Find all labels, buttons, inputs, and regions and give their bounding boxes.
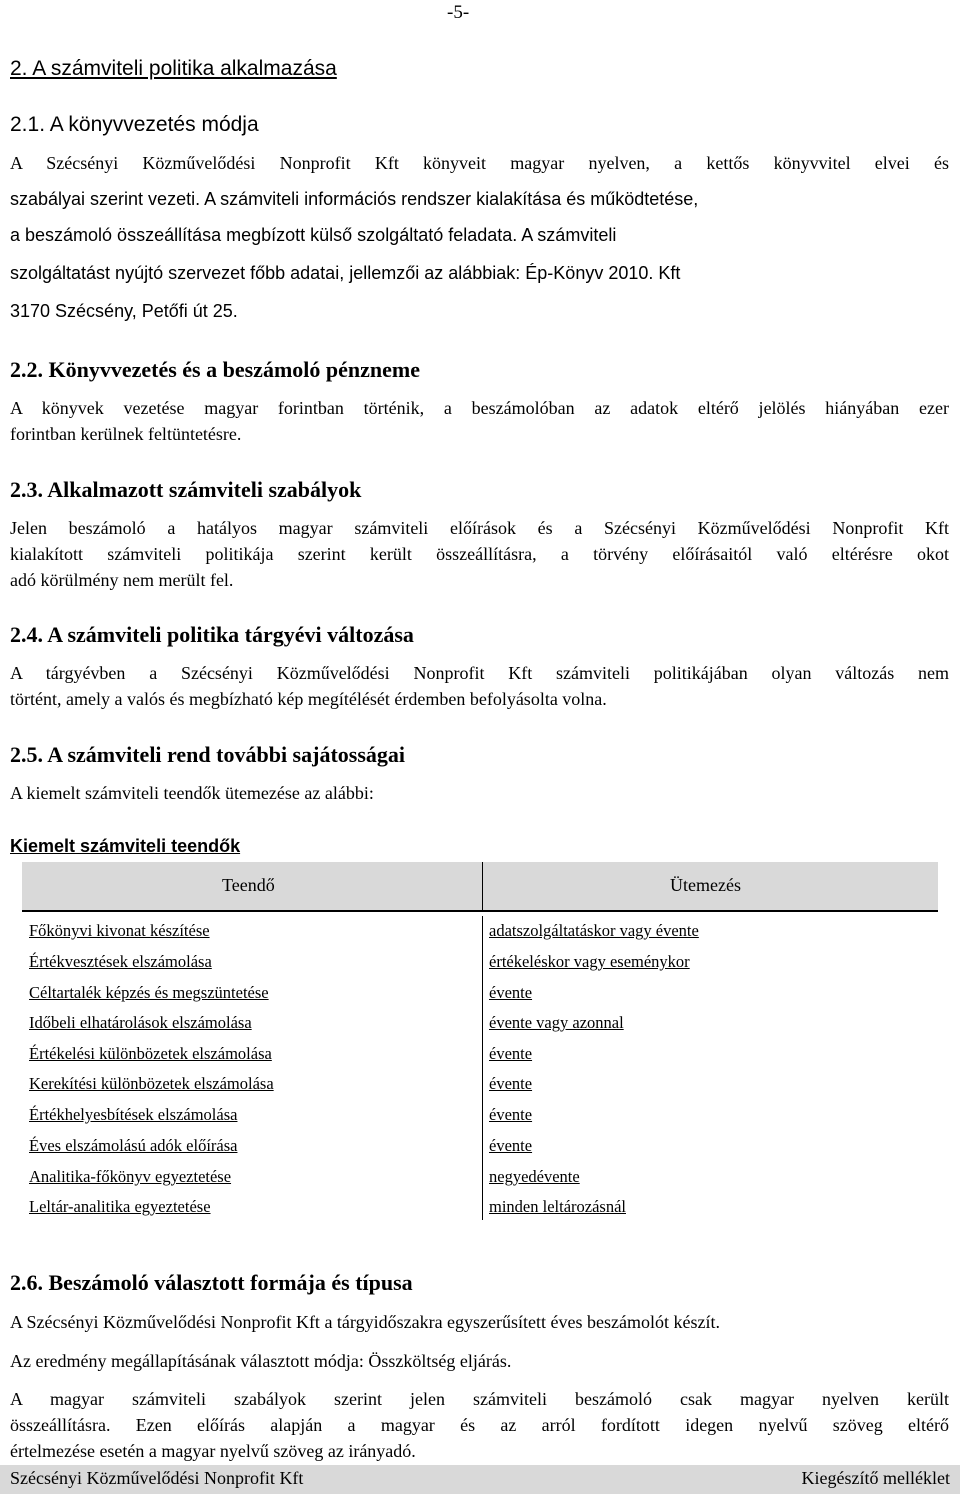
heading-2-1: 2.1. A könyvvezetés módja [10, 113, 259, 136]
s23-line-2: kialakított számviteli politikája szerint került összeállításra, a törvény előírásaitól való eltérésre okot [10, 544, 949, 564]
table-title: Kiemelt számviteli teendők [10, 836, 241, 856]
heading-2-3: 2.3. Alkalmazott számviteli szabályok [10, 477, 362, 502]
s23-line-1: Jelen beszámoló a hatályos magyar számviteli előírások és a Szécsényi Közművelődési Nonprofit Kft [10, 518, 949, 538]
table-cell-schedule: évente [489, 1105, 533, 1124]
s24-line-2: történt, amely a valós és megbízható kép megítélését érdemben befolyásolta volna. [10, 689, 607, 709]
table-cell-task: Értékvesztések elszámolása [29, 952, 212, 971]
table-cell-task: Céltartalék képzés és megszüntetése [29, 983, 269, 1002]
table-cell-task: Értékelési különbözetek elszámolása [29, 1044, 272, 1063]
table-cell-schedule: évente [489, 1044, 533, 1063]
page-number: -5- [447, 2, 470, 23]
s23-line-3: adó körülmény nem merült fel. [10, 570, 234, 590]
s21-line-3: a beszámoló összeállítása megbízott külső szolgáltató feladata. A számviteli [10, 225, 617, 245]
table-cell-schedule: évente [489, 983, 533, 1002]
s21-line-1: A Szécsényi Közművelődési Nonprofit Kft könyveit magyar nyelven, a kettős könyvvitel elvei és [10, 153, 949, 173]
s21-line-5: 3170 Szécsény, Petőfi út 25. [10, 301, 238, 321]
column-divider [482, 916, 483, 1220]
footer-company: Szécsényi Közművelődési Nonprofit Kft [10, 1468, 304, 1488]
s25-intro: A kiemelt számviteli teendők ütemezése az alábbi: [10, 783, 374, 803]
table-cell-task: Leltár-analitika egyeztetése [29, 1197, 211, 1216]
s26-p3-line-3: értelmezése esetén a magyar nyelvű szöveg az irányadó. [10, 1441, 416, 1461]
s22-line-2: forintban kerülnek feltüntetésre. [10, 424, 242, 444]
s21-line-2: szabályai szerint vezeti. A számviteli információs rendszer kialakítása és működtetése, [10, 189, 699, 209]
table-cell-task: Időbeli elhatárolások elszámolása [29, 1013, 252, 1032]
table-cell-schedule: évente [489, 1136, 533, 1155]
header-divider [482, 862, 483, 910]
table-header [22, 862, 938, 912]
header-utemezes: Ütemezés [670, 875, 741, 895]
footer-document-type: Kiegészítő melléklet [801, 1468, 950, 1488]
header-teendo: Teendő [222, 875, 275, 895]
table-cell-schedule: negyedévente [489, 1167, 580, 1186]
heading-2-2: 2.2. Könyvvezetés és a beszámoló pénzneme [10, 357, 420, 382]
table-cell-task: Éves elszámolású adók előírása [29, 1136, 238, 1155]
table-cell-schedule: minden leltározásnál [489, 1197, 626, 1216]
s22-line-1: A könyvek vezetése magyar forintban történik, a beszámolóban az adatok eltérő jelölés hiányában ezer [10, 398, 949, 418]
s21-line-4: szolgáltatást nyújtó szervezet főbb adatai, jellemzői az alábbiak: Ép-Könyv 2010. Kft [10, 263, 681, 283]
table-cell-task: Kerekítési különbözetek elszámolása [29, 1074, 274, 1093]
page-footer [0, 1465, 960, 1494]
page-title: 2. A számviteli politika alkalmazása [10, 57, 337, 80]
s26-p1: A Szécsényi Közművelődési Nonprofit Kft a tárgyidőszakra egyszerűsített éves beszámolót készít. [10, 1312, 720, 1332]
table-cell-schedule: évente vagy azonnal [489, 1013, 624, 1032]
heading-2-4: 2.4. A számviteli politika tárgyévi változása [10, 622, 414, 647]
s26-p3-line-2: összeállításra. Ezen előírás alapján a magyar és az arról fordított idegen nyelvű szöveg eltérő [10, 1415, 949, 1435]
heading-2-5: 2.5. A számviteli rend további sajátosságai [10, 742, 406, 767]
table-cell-schedule: értékeléskor vagy eseménykor [489, 952, 690, 971]
table-cell-schedule: évente [489, 1074, 533, 1093]
s24-line-1: A tárgyévben a Szécsényi Közművelődési Nonprofit Kft számviteli politikájában olyan változás nem [10, 663, 949, 683]
s26-p2: Az eredmény megállapításának választott módja: Összköltség eljárás. [10, 1351, 512, 1371]
table-cell-task: Analitika-főkönyv egyeztetése [29, 1167, 232, 1186]
table-cell-schedule: adatszolgáltatáskor vagy évente [489, 921, 699, 940]
heading-2-6: 2.6. Beszámoló választott formája és típusa [10, 1270, 413, 1295]
table-cell-task: Főkönyvi kivonat készítése [29, 921, 210, 940]
table-cell-task: Értékhelyesbítések elszámolása [29, 1105, 238, 1124]
s26-p3-line-1: A magyar számviteli szabályok szerint jelen számviteli beszámoló csak magyar nyelven került [10, 1389, 949, 1409]
